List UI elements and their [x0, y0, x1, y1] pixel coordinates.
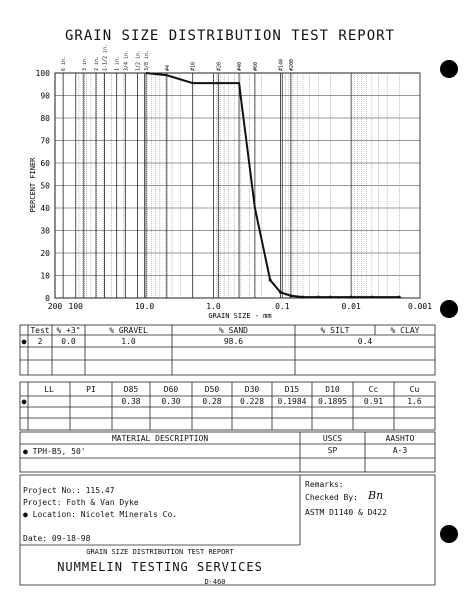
col-plus3: % +3"	[56, 326, 81, 335]
prop-value: 0.91	[363, 397, 384, 406]
sieve-label: #140	[278, 58, 285, 71]
prop-value: 0.228	[239, 397, 265, 406]
col-sand: % SAND	[219, 326, 248, 335]
prop-value: 0.38	[121, 397, 141, 406]
y-tick-label: 20	[40, 249, 50, 258]
sieve-label: #10	[190, 61, 197, 71]
project-no: Project No.: 115.47	[23, 486, 115, 495]
sieve-label: 1/2 in.	[135, 49, 142, 71]
x-tick-label: 0.01	[341, 302, 361, 311]
sieve-label: #20	[216, 61, 223, 71]
prop-header: D50	[204, 385, 220, 394]
prop-header: D60	[163, 385, 179, 394]
prop-value: 1.6	[407, 397, 422, 406]
col-test: Test	[30, 326, 50, 335]
prop-value: 0.28	[202, 397, 222, 406]
y-tick-label: 40	[40, 204, 50, 213]
x-axis-label: GRAIN SIZE - mm	[208, 312, 272, 320]
prop-header: Cc	[368, 385, 379, 394]
x-tick-label: 200	[47, 302, 63, 311]
y-tick-label: 90	[40, 91, 50, 101]
remarks-label: Remarks:	[305, 480, 344, 489]
prop-header: D30	[244, 385, 260, 394]
prop-header: LL	[44, 385, 54, 394]
col-gravel: % GRAVEL	[109, 326, 148, 335]
aashto-header: AASHTO	[385, 434, 415, 443]
x-tick-label: 0.1	[275, 302, 290, 311]
company-name: NUMMELIN TESTING SERVICES	[57, 560, 263, 574]
prop-row-marker: ●	[21, 397, 27, 406]
val-test: 2	[37, 337, 43, 346]
row-marker: ●	[21, 337, 27, 346]
y-tick-label: 30	[40, 226, 50, 236]
sieve-label: 3/4 in.	[123, 49, 130, 71]
prop-header: PI	[86, 385, 96, 394]
sieve-label: #60	[252, 61, 259, 71]
report-title: GRAIN SIZE DISTRIBUTION TEST REPORT	[64, 28, 395, 44]
y-tick-label: 70	[40, 136, 50, 146]
y-tick-label: 80	[40, 114, 50, 123]
prop-header: D10	[325, 385, 340, 394]
prop-header: Cu	[409, 385, 420, 394]
val-gravel: 1.0	[121, 337, 136, 346]
footer-title: GRAIN SIZE DISTRIBUTION TEST REPORT	[86, 548, 234, 556]
uscs-value: SP	[327, 446, 338, 455]
sieve-label: 1-1/2 in.	[102, 43, 109, 71]
sieve-label: 6 in.	[61, 55, 68, 71]
sieve-label: 3 in.	[81, 55, 88, 71]
y-tick-label: 10	[40, 271, 50, 281]
y-tick-label: 100	[35, 69, 50, 78]
sieve-label: 3/8 in.	[144, 49, 151, 71]
sieve-label: #40	[237, 61, 244, 71]
val-sand: 98.6	[223, 337, 244, 346]
x-tick-label: 100	[68, 302, 83, 311]
val-silt-clay: 0.4	[357, 337, 373, 346]
x-tick-label: 0.001	[407, 302, 433, 311]
checked-signature: Bn	[368, 489, 384, 502]
x-tick-label: 10.0	[134, 302, 155, 311]
material-header: MATERIAL DESCRIPTION	[111, 434, 209, 443]
project-name: Project: Foth & Van Dyke	[23, 498, 139, 507]
y-tick-label: 0	[45, 294, 50, 303]
astm-standard: ASTM D1140 & D422	[305, 508, 387, 517]
project-location: ● Location: Nicolet Minerals Co.	[23, 510, 178, 519]
col-silt: % SILT	[320, 326, 350, 335]
prop-value: 0.30	[161, 397, 181, 406]
prop-header: D15	[284, 385, 300, 394]
y-axis-label: PERCENT FINER	[29, 157, 37, 213]
sieve-label: #200	[288, 58, 295, 71]
y-tick-label: 50	[40, 181, 50, 191]
uscs-header: USCS	[322, 434, 343, 443]
y-tick-label: 60	[40, 159, 50, 168]
prop-value: 0.1895	[318, 397, 347, 406]
prop-value: 0.1984	[277, 397, 307, 406]
material-description: ● TPH-B5, 50'	[23, 447, 86, 456]
prop-header: D85	[123, 385, 139, 394]
sieve-label: 2 in.	[93, 55, 100, 71]
x-tick-label: 1.0	[206, 302, 221, 311]
col-clay: % CLAY	[390, 326, 420, 335]
checked-by-label: Checked By:	[305, 493, 358, 502]
val-plus3: 0.0	[61, 337, 76, 346]
page-id: D-460	[204, 578, 226, 586]
project-date: Date: 09-18-98	[23, 534, 91, 543]
sieve-label: 1 in.	[114, 55, 121, 71]
aashto-value: A-3	[392, 446, 408, 455]
sieve-label: #4	[164, 64, 171, 71]
